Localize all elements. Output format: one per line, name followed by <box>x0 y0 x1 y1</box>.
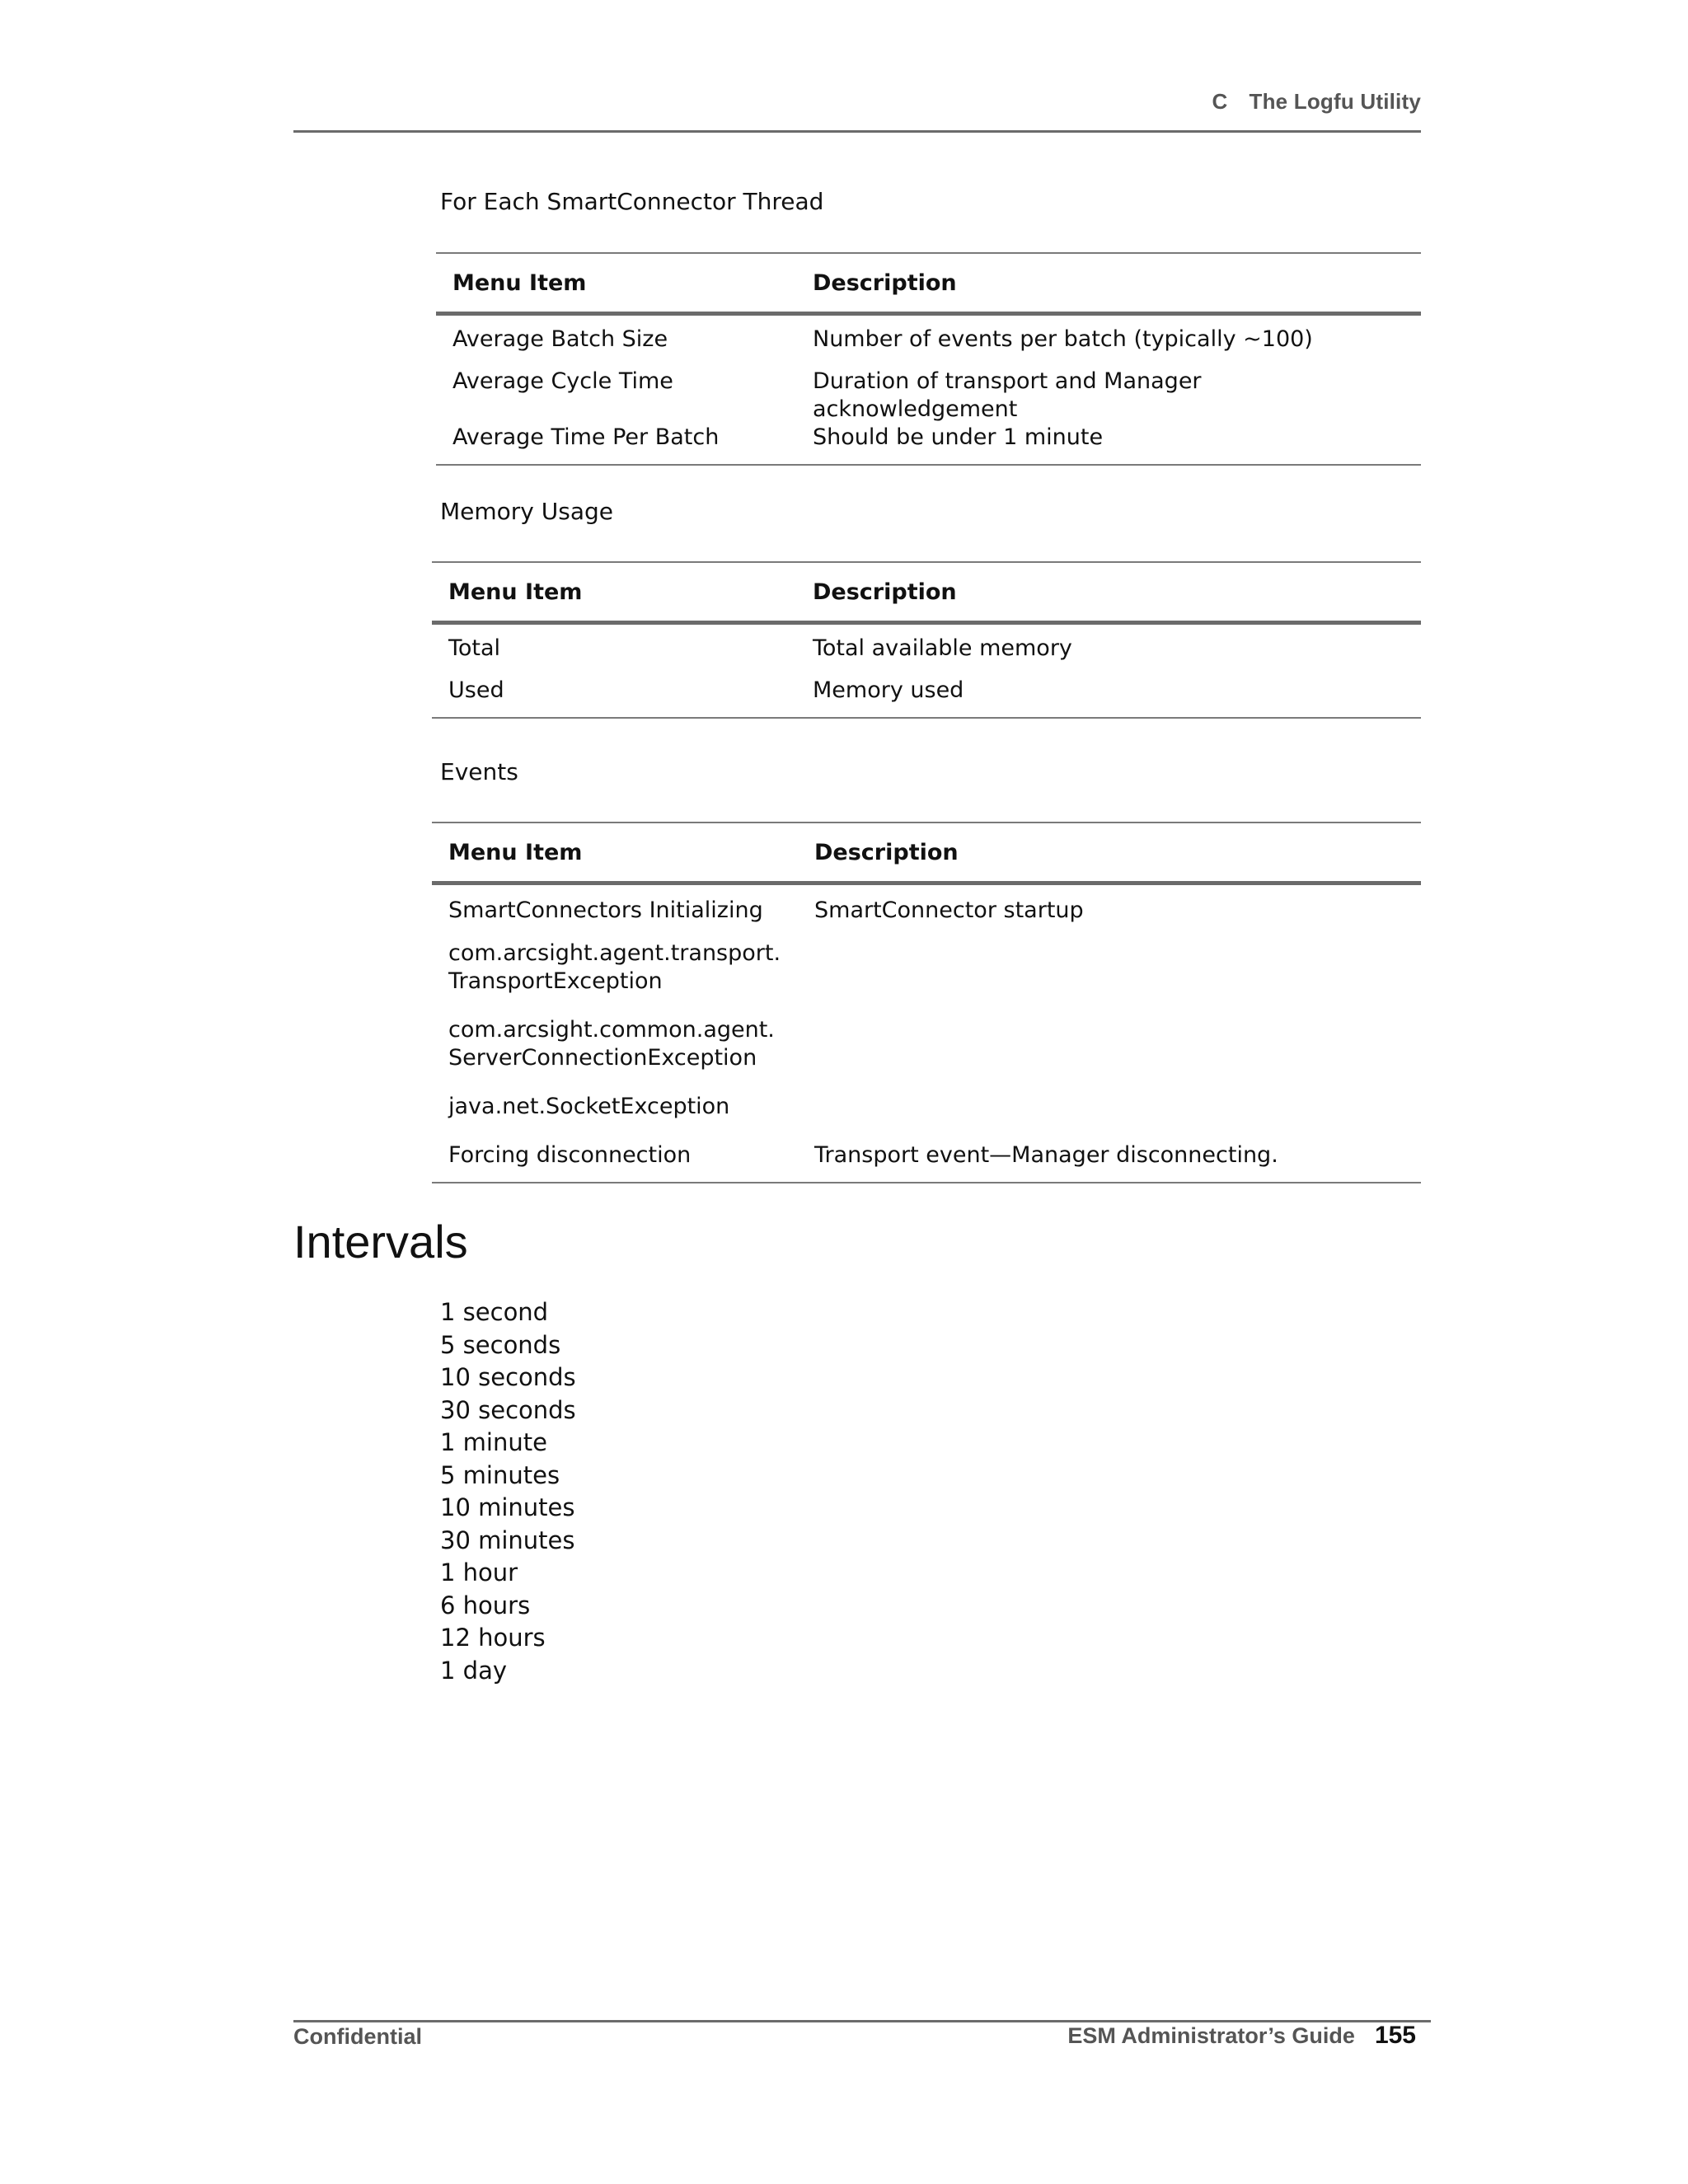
description-cell: Number of events per batch (typically ~100) <box>813 326 1313 352</box>
guide-title: ESM Administrator’s Guide <box>1067 2023 1355 2048</box>
column-header-description: Description <box>813 579 957 605</box>
intervals-list <box>440 1296 576 1687</box>
column-header-menu-item: Menu Item <box>452 269 587 296</box>
column-header-description: Description <box>813 269 957 296</box>
list-item: 10 seconds <box>440 1363 576 1391</box>
footer-confidential: Confidential <box>293 2024 422 2049</box>
description-cell: Duration of transport and Manager acknowledgement <box>813 368 1202 422</box>
menu-item-cell: Average Cycle Time <box>452 368 673 394</box>
description-cell <box>798 1093 1421 1141</box>
menu-item-cell: Forcing disconnection <box>432 1141 798 1183</box>
table-header-row <box>432 823 1421 883</box>
page-number: 155 <box>1374 2022 1416 2049</box>
menu-item-cell: com.arcsight.common.agent. ServerConnectionException <box>448 1017 775 1071</box>
footer-right <box>1067 2022 1416 2050</box>
table-row <box>432 1093 1421 1141</box>
list-item: 30 seconds <box>440 1395 576 1424</box>
table-row <box>432 677 1421 718</box>
list-item: 10 minutes <box>440 1493 575 1521</box>
intervals-heading: Intervals <box>293 1216 468 1268</box>
table-row <box>432 1016 1421 1093</box>
menu-item-cell: java.net.SocketException <box>448 1094 730 1119</box>
menu-item-cell: com.arcsight.agent.transport. TransportException <box>448 940 781 994</box>
thread-table <box>436 252 1421 466</box>
table-row <box>432 883 1421 940</box>
list-item: 30 minutes <box>440 1526 575 1554</box>
table-row <box>432 623 1421 677</box>
table-header-row <box>436 253 1421 314</box>
list-item: 6 hours <box>440 1591 531 1619</box>
column-header-description: Description <box>814 839 959 865</box>
chapter-title: The Logfu Utility <box>1249 89 1421 114</box>
running-header <box>293 89 1421 133</box>
section-label-thread: For Each SmartConnector Thread <box>440 188 824 215</box>
column-header-menu-item: Menu Item <box>448 579 583 605</box>
table-row <box>432 1141 1421 1183</box>
column-header-menu-item: Menu Item <box>448 839 583 865</box>
table-header-row <box>432 562 1421 623</box>
list-item: 1 minute <box>440 1428 547 1456</box>
menu-item-cell: Used <box>432 677 796 718</box>
description-cell: SmartConnector startup <box>814 898 1084 923</box>
menu-item-cell: Average Time Per Batch <box>436 424 796 465</box>
section-label-memory: Memory Usage <box>440 498 614 525</box>
events-table <box>432 822 1421 1183</box>
list-item: 1 day <box>440 1656 508 1685</box>
description-cell: Should be under 1 minute <box>796 424 1421 465</box>
menu-item-cell: Total <box>448 635 501 661</box>
description-cell <box>798 940 1421 1016</box>
list-item: 5 minutes <box>440 1460 560 1489</box>
list-item: 1 hour <box>440 1558 518 1586</box>
list-item: 5 seconds <box>440 1330 561 1359</box>
list-item: 12 hours <box>440 1624 546 1652</box>
table-row <box>432 940 1421 1016</box>
description-cell: Total available memory <box>813 635 1072 661</box>
description-cell <box>798 1016 1421 1093</box>
menu-item-cell: SmartConnectors Initializing <box>448 898 763 923</box>
table-row <box>436 368 1421 424</box>
chapter-letter: C <box>1212 89 1228 114</box>
list-item: 1 second <box>440 1298 549 1326</box>
memory-table <box>432 561 1421 719</box>
description-cell: Transport event—Manager disconnecting. <box>798 1141 1421 1183</box>
description-cell: Memory used <box>796 677 1421 718</box>
section-label-events: Events <box>440 758 518 785</box>
table-row <box>436 314 1421 368</box>
header-text <box>1212 89 1421 115</box>
table-row <box>436 424 1421 465</box>
menu-item-cell: Average Batch Size <box>452 326 668 352</box>
